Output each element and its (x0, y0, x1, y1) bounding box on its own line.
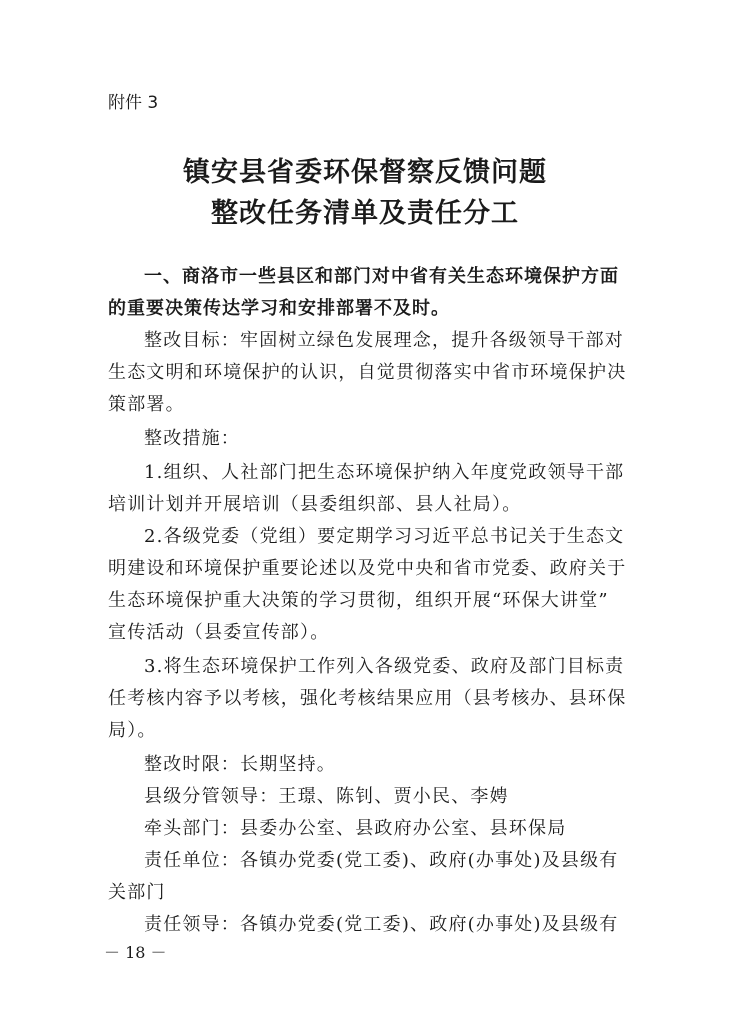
attachment-label: 附件 3 (108, 93, 159, 113)
section-heading-line-1: 一、商洛市一些县区和部门对中省有关生态环境保护方面 (144, 266, 619, 287)
body-line: 局）。 (108, 720, 157, 741)
body-line: 责任领导：各镇办党委(党工委)、政府(办事处)及县级有 (144, 914, 619, 935)
body-line: 明建设和环境保护重要论述以及党中央和省市党委、政府关于 (108, 558, 627, 579)
body-line: 整改时限：长期坚持。 (144, 754, 336, 775)
document-title-line-2: 整改任务清单及责任分工 (211, 198, 519, 229)
section-heading-line-2: 的重要决策传达学习和安排部署不及时。 (108, 298, 450, 319)
body-line: 培训计划并开展培训（县委组织部、县人社局）。 (108, 494, 522, 515)
body-line: 任考核内容予以考核，强化考核结果应用（县考核办、县环保 (108, 688, 627, 709)
body-line: 责任单位：各镇办党委(党工委)、政府(办事处)及县级有 (144, 850, 619, 871)
page-number: － 18 － (104, 943, 167, 962)
body-line: 县级分管领导：王璟、陈钊、贾小民、李娉 (144, 786, 509, 807)
body-line: 整改目标：牢固树立绿色发展理念，提升各级领导干部对 (144, 330, 624, 351)
document-title-line-1: 镇安县省委环保督察反馈问题 (183, 157, 547, 188)
body-line: 3.将生态环境保护工作列入各级党委、政府及部门目标责 (144, 656, 625, 677)
body-line: 策部署。 (108, 394, 185, 415)
body-line: 宣传活动（县委宣传部）。 (108, 622, 330, 643)
body-line: 生态环境保护重大决策的学习贯彻，组织开展“环保大讲堂” (108, 590, 609, 611)
body-line: 关部门 (108, 882, 166, 903)
body-line: 2.各级党委（党组）要定期学习习近平总书记关于生态文 (144, 526, 625, 547)
body-line: 整改措施： (144, 428, 240, 449)
body-line: 生态文明和环境保护的认识，自觉贯彻落实中省市环境保护决 (108, 362, 627, 383)
body-line: 1.组织、人社部门把生态环境保护纳入年度党政领导干部 (144, 462, 625, 483)
body-line: 牵头部门：县委办公室、县政府办公室、县环保局 (144, 818, 567, 839)
